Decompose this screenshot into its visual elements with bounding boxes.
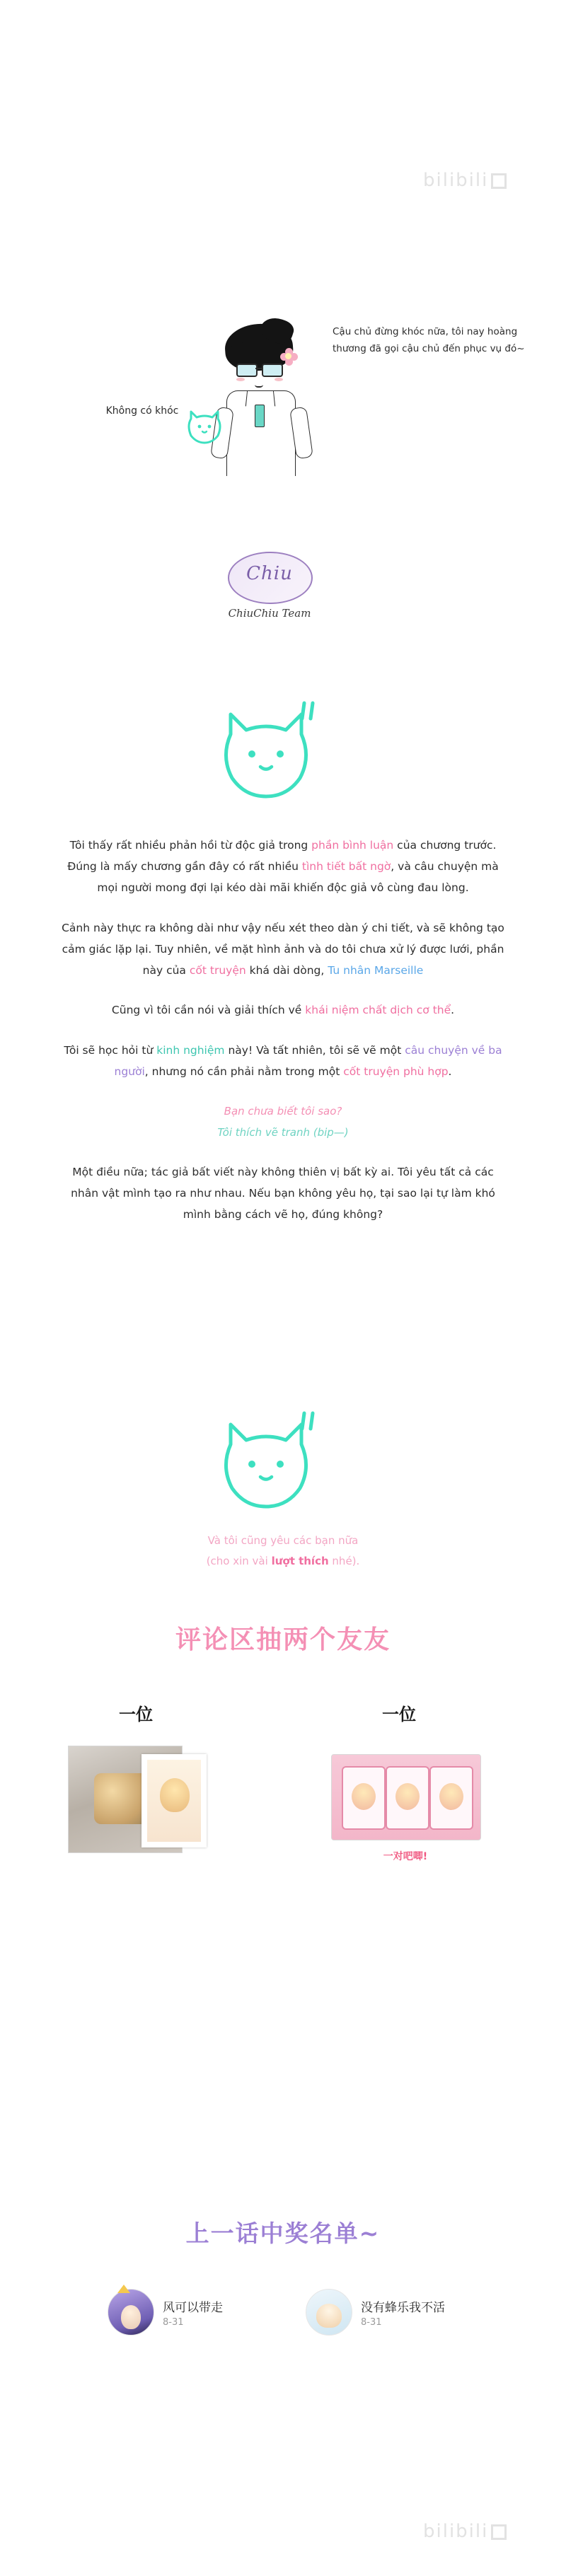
- winner-entry-1: [108, 2285, 291, 2348]
- paragraph-2: Cảnh này thực ra không dài như vậy nếu xét theo dàn ý chi tiết, và sẽ không tạo cảm giác lặp lại. Tuy nhiên, về mặt hình ảnh và do tôi chưa xử lý được lưới, phần này của cốt truyện khá dài dòng, Tu nhân Marseille: [62, 921, 504, 977]
- logo-team-name: ChiuChiu Team: [228, 607, 311, 620]
- crown-icon: [117, 2285, 130, 2293]
- header-illustration: [0, 304, 566, 530]
- article-text-block: [58, 835, 508, 1244]
- winner-date: 8-31: [163, 2317, 184, 2328]
- speech-bubble-left-text: Không có khóc: [105, 405, 179, 417]
- winner-entry-2: [306, 2285, 490, 2348]
- giveaway-heading: 评论区抽两个友友: [175, 1625, 391, 1654]
- highlight-marseille: Tu nhân Marseille: [328, 964, 424, 977]
- prize-card-art: [147, 1760, 201, 1842]
- paragraph-3: Cũng vì tôi cần nói và giải thích về khái niệm chất dịch cơ thể.: [111, 1004, 455, 1017]
- winner-date: 8-31: [361, 2317, 382, 2328]
- logo-word: Chiu: [246, 563, 293, 584]
- paragraph-6: Một điều nữa; tác giả bất viết này không thiên vị bất kỳ ai. Tôi yêu tất cả các nhân vật mình tạo ra như nhau. Nếu bạn không yêu họ, tại sao lại tự làm khó mình bằng cách vẽ họ, đúng không?: [71, 1165, 495, 1222]
- cat-caption: [106, 1531, 460, 1571]
- watermark-text: bilibili: [423, 2521, 489, 2542]
- cat-caption-line-1: Và tôi cũng yêu các bạn nữa: [207, 1534, 359, 1547]
- badge-1: [342, 1766, 386, 1830]
- cat-caption-suffix: nhé).: [328, 1554, 360, 1567]
- bilibili-watermark-bottom: [423, 2521, 507, 2542]
- cat-caption-like-word: lượt thích: [271, 1554, 329, 1567]
- winners-heading: 上一话中奖名单~: [185, 2220, 381, 2247]
- prize-left-label: 一位: [119, 1705, 153, 1724]
- highlight-three-people-story: câu chuyện về ba người: [114, 1043, 502, 1078]
- green-cat-mascot-bottom: [216, 1408, 316, 1514]
- paragraph-1: Tôi thấy rất nhiều phản hồi từ độc giả trong phần bình luận của chương trước. Đúng là mấy chương gần đây có rất nhiều tình tiết bất ngờ, và câu chuyện mà mọi người mong đợi lại kéo dài mãi khiến độc giả vô cùng đau lòng.: [67, 839, 499, 895]
- blush-left: [236, 378, 245, 381]
- watermark-text: bilibili: [423, 170, 489, 191]
- highlight-storyline-2: cốt truyện phù hợp: [343, 1064, 449, 1078]
- green-cat-mascot-small: [185, 405, 224, 446]
- avatar: [306, 2289, 352, 2336]
- prize-right-caption: 一对吧唧!: [383, 1851, 428, 1862]
- blush-right: [275, 378, 283, 381]
- badge-3: [429, 1766, 473, 1830]
- winner-name: 没有蜂乐我不活: [361, 2301, 445, 2315]
- highlight-comments-section: phần bình luận: [311, 839, 394, 852]
- aside-line-2: Tôi thích vẽ tranh (bip—): [217, 1125, 349, 1139]
- character-mouth: [255, 381, 263, 388]
- prize-photo-badges: [331, 1754, 481, 1840]
- highlight-plot-twist: tình tiết bất ngờ: [301, 860, 391, 874]
- winner-name: 风可以带走: [163, 2301, 223, 2315]
- highlight-body-fluid-concept: khái niệm chất dịch cơ thể: [305, 1004, 451, 1017]
- avatar: [108, 2289, 154, 2336]
- prize-right-label: 一位: [382, 1705, 416, 1724]
- watermark-box-icon: [491, 173, 507, 189]
- aside-line-1: Bạn chưa biết tôi sao?: [224, 1104, 342, 1118]
- glasses-lens-left: [236, 364, 258, 377]
- badge-2: [386, 1766, 429, 1830]
- paragraph-4: Tôi sẽ học hỏi từ kinh nghiệm này! Và tất nhiên, tôi sẽ vẽ một câu chuyện về ba người, nhưng nó cần phải nằm trong một cốt truyện phù hợp.: [64, 1043, 502, 1078]
- bilibili-watermark-top: [423, 170, 507, 191]
- green-cat-mascot-top: [216, 697, 316, 803]
- watermark-box-icon: [491, 2524, 507, 2540]
- highlight-experience: kinh nghiệm: [156, 1043, 225, 1057]
- highlight-storyline-1: cốt truyện: [189, 964, 246, 977]
- speech-bubble-right-text: Cậu chủ đừng khóc nữa, tôi nay hoàng thương đã gọi cậu chủ đến phục vụ đó~: [333, 326, 525, 354]
- glasses-icon: [236, 364, 283, 375]
- cat-caption-prefix: (cho xin vài: [206, 1554, 272, 1567]
- paragraph-5: [58, 1101, 508, 1143]
- flower-icon: [280, 348, 299, 366]
- character-tie: [255, 405, 265, 427]
- prize-photo-card: [142, 1754, 207, 1847]
- cat-caption-line-2: [106, 1551, 460, 1572]
- chiuchiu-team-logo: [202, 549, 337, 634]
